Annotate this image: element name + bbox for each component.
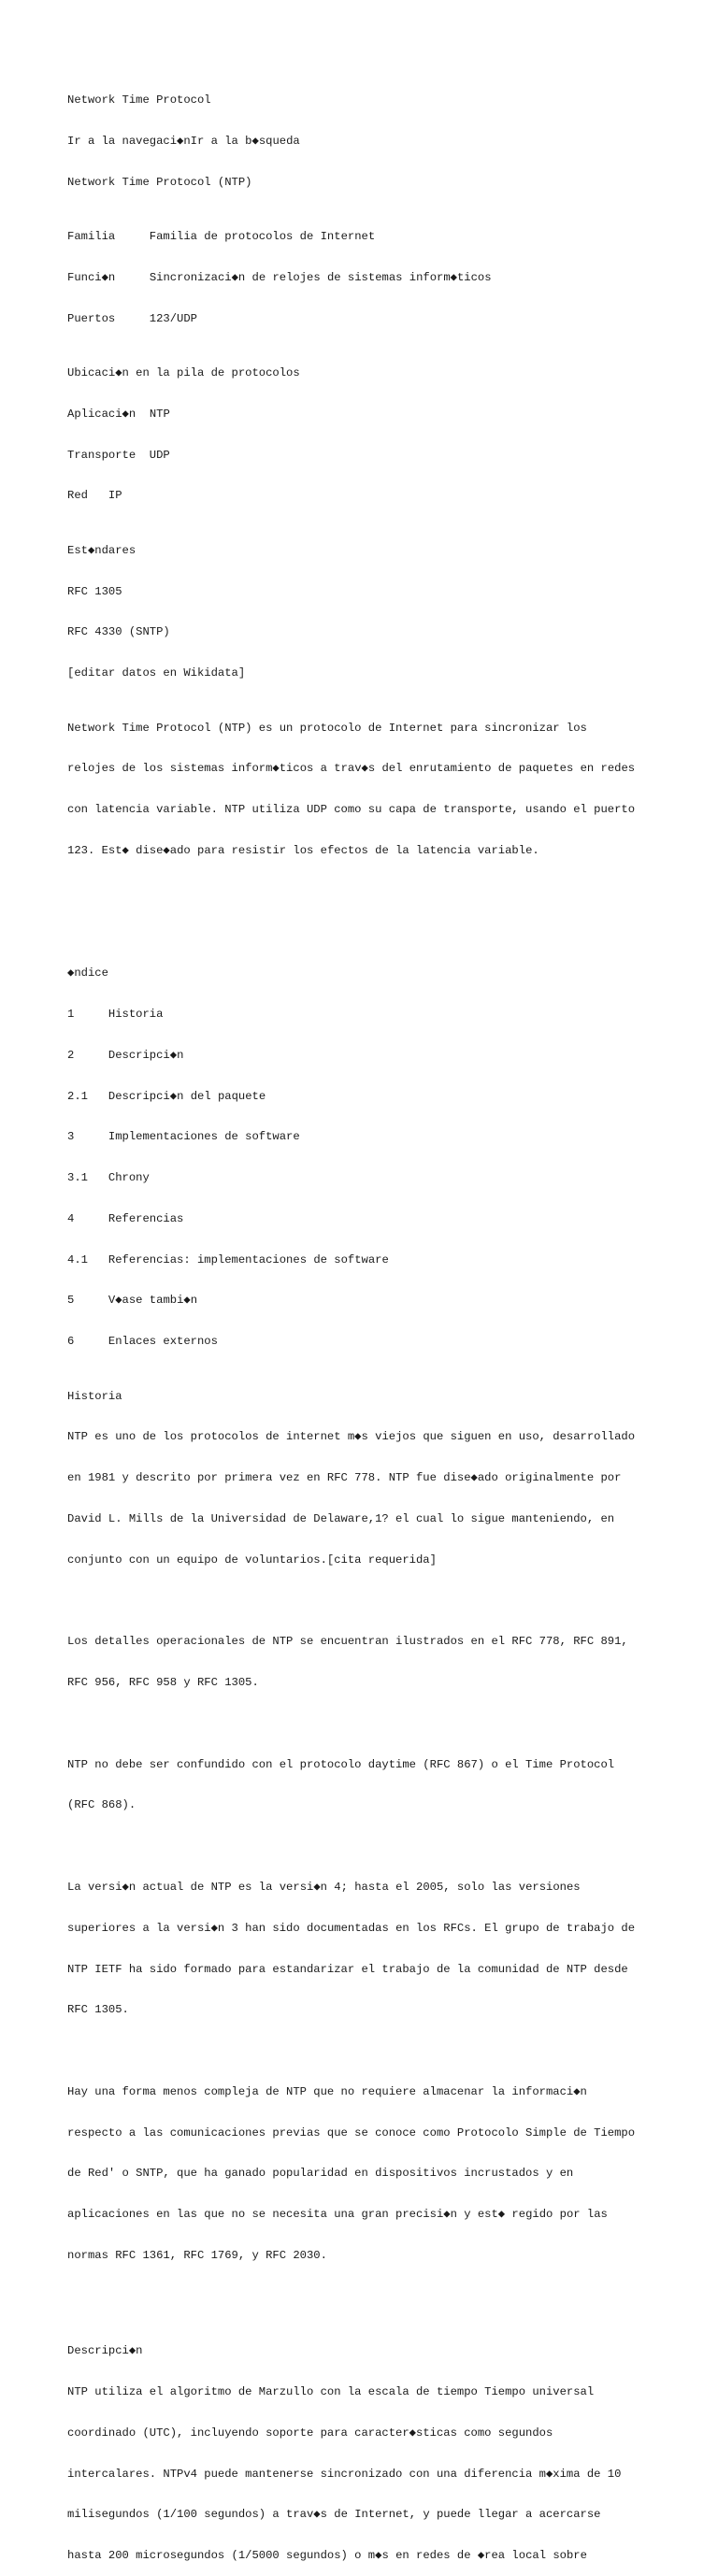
toc-item[interactable] bbox=[67, 1335, 703, 1349]
toc-label[interactable]: Referencias bbox=[108, 1211, 184, 1225]
paragraph-line: conjunto con un equipo de voluntarios.[cita requerida] bbox=[67, 1553, 437, 1567]
stack-row-red bbox=[67, 489, 703, 503]
stack-protocol[interactable]: IP bbox=[108, 489, 122, 503]
spacer bbox=[67, 1717, 703, 1731]
paragraph-line: David L. Mills de la Universidad de Delaware,1? el cual lo sigue manteniendo, en bbox=[67, 1511, 615, 1525]
toc-label[interactable]: Historia bbox=[108, 1007, 164, 1021]
standards-heading: Est◆ndares bbox=[67, 543, 136, 557]
standard-rfc-1305[interactable]: RFC 1305 bbox=[67, 584, 122, 598]
infobox-label: Familia bbox=[67, 230, 116, 244]
protocol-stack-heading: Ubicaci◆n en la pila de protocolos bbox=[67, 366, 300, 380]
toc-label[interactable]: Descripci◆n del paquete bbox=[108, 1089, 266, 1103]
intro-line: con latencia variable. NTP utiliza UDP como su capa de transporte, usando el puerto bbox=[67, 803, 636, 817]
infobox-value: Sincronizaci◆n de relojes de sistemas inform◆ticos bbox=[149, 270, 492, 284]
toc-item[interactable] bbox=[67, 1294, 703, 1308]
toc-number: 4.1 bbox=[67, 1252, 88, 1267]
paragraph-line: (RFC 868). bbox=[67, 1798, 136, 1812]
section-heading-historia: Historia bbox=[67, 1389, 122, 1403]
paragraph-line: superiores a la versi◆n 3 han sido documentadas en los RFCs. El grupo de trabajo de bbox=[67, 1921, 636, 1935]
toc-item[interactable] bbox=[67, 1253, 703, 1267]
infobox-label: Puertos bbox=[67, 311, 116, 325]
paragraph-line: RFC 956, RFC 958 y RFC 1305. bbox=[67, 1676, 259, 1690]
paragraph-line: respecto a las comunicaciones previas que se conoce como Protocolo Simple de Tiempo bbox=[67, 2125, 636, 2140]
toc-number: 3.1 bbox=[67, 1171, 88, 1185]
paragraph-line: RFC 1305. bbox=[67, 2003, 129, 2017]
paragraph-line: en 1981 y descrito por primera vez en RFC 778. NTP fue dise◆ado originalmente por bbox=[67, 1471, 622, 1485]
stack-row-transporte bbox=[67, 449, 703, 463]
infobox-row-funcion bbox=[67, 271, 703, 285]
toc-number: 2.1 bbox=[67, 1089, 88, 1103]
navigation-links[interactable]: Ir a la navegaci◆nIr a la b◆squeda bbox=[67, 134, 300, 148]
paragraph-line: Los detalles operacionales de NTP se encuentran ilustrados en el RFC 778, RFC 891, bbox=[67, 1635, 628, 1649]
toc-item[interactable] bbox=[67, 1008, 703, 1022]
stack-row-aplicacion bbox=[67, 408, 703, 422]
stack-layer[interactable]: Aplicaci◆n bbox=[67, 407, 136, 421]
stack-layer[interactable]: Red bbox=[67, 489, 88, 503]
spacer bbox=[67, 2290, 703, 2304]
infobox-row-puertos bbox=[67, 312, 703, 326]
toc-number: 1 bbox=[67, 1007, 75, 1021]
spacer bbox=[67, 2044, 703, 2058]
toc-heading: ◆ndice bbox=[67, 966, 108, 980]
paragraph-line: NTP IETF ha sido formado para estandarizar el trabajo de la comunidad de NTP desde bbox=[67, 1962, 628, 1976]
toc-number: 2 bbox=[67, 1048, 75, 1062]
spacer bbox=[67, 1595, 703, 1609]
paragraph-line: NTP utiliza el algoritmo de Marzullo con la escala de tiempo Tiempo universal bbox=[67, 2384, 595, 2398]
toc-label[interactable]: Descripci◆n bbox=[108, 1048, 184, 1062]
document-page bbox=[67, 66, 703, 2576]
spacer bbox=[67, 898, 703, 925]
toc-item[interactable] bbox=[67, 1212, 703, 1226]
infobox-value: 123/UDP bbox=[149, 311, 197, 325]
toc-number: 5 bbox=[67, 1294, 75, 1308]
standard-rfc-4330[interactable]: RFC 4330 (SNTP) bbox=[67, 625, 170, 639]
toc-label[interactable]: Referencias: implementaciones de software bbox=[108, 1252, 389, 1267]
stack-protocol[interactable]: UDP bbox=[149, 448, 170, 462]
paragraph-line: La versi◆n actual de NTP es la versi◆n 4; hasta el 2005, solo las versiones bbox=[67, 1880, 581, 1894]
toc-item[interactable] bbox=[67, 1171, 703, 1185]
toc-number: 4 bbox=[67, 1211, 75, 1225]
infobox-label: Funci◆n bbox=[67, 270, 116, 284]
spacer bbox=[67, 1839, 703, 1853]
paragraph-line: milisegundos (1/100 segundos) a trav◆s de Internet, y puede llegar a acercarse bbox=[67, 2508, 601, 2522]
paragraph-line: intercalares. NTPv4 puede mantenerse sincronizado con una diferencia m◆xima de 10 bbox=[67, 2467, 622, 2481]
toc-item[interactable] bbox=[67, 1130, 703, 1144]
intro-line: 123. Est◆ dise◆ado para resistir los efectos de la latencia variable. bbox=[67, 843, 539, 857]
section-heading-descripcion: Descripci◆n bbox=[67, 2344, 143, 2358]
edit-wikidata-link[interactable]: [editar datos en Wikidata] bbox=[67, 666, 246, 680]
paragraph-line: hasta 200 microsegundos (1/5000 segundos) o m◆s en redes de ◆rea local sobre bbox=[67, 2549, 587, 2563]
paragraph-line: de Red' o SNTP, que ha ganado popularidad en dispositivos incrustados y en bbox=[67, 2167, 574, 2181]
stack-layer[interactable]: Transporte bbox=[67, 448, 136, 462]
toc-item[interactable] bbox=[67, 1090, 703, 1104]
paragraph-line: NTP no debe ser confundido con el protocolo daytime (RFC 867) o el Time Protocol bbox=[67, 1757, 615, 1771]
toc-number: 6 bbox=[67, 1335, 75, 1349]
intro-line: Network Time Protocol (NTP) es un protocolo de Internet para sincronizar los bbox=[67, 721, 587, 735]
infobox-title: Network Time Protocol (NTP) bbox=[67, 175, 252, 189]
infobox-row-familia bbox=[67, 230, 703, 244]
page-title: Network Time Protocol bbox=[67, 93, 211, 107]
paragraph-line: NTP es uno de los protocolos de internet m◆s viejos que siguen en uso, desarrollado bbox=[67, 1430, 636, 1444]
toc-number: 3 bbox=[67, 1130, 75, 1144]
paragraph-line: aplicaciones en las que no se necesita una gran precisi◆n y est◆ regido por las bbox=[67, 2208, 608, 2222]
intro-line: relojes de los sistemas inform◆ticos a trav◆s del enrutamiento de paquetes en redes bbox=[67, 762, 636, 776]
paragraph-line: Hay una forma menos compleja de NTP que no requiere almacenar la informaci◆n bbox=[67, 2084, 587, 2098]
stack-protocol: NTP bbox=[149, 407, 170, 421]
toc-label[interactable]: Chrony bbox=[108, 1171, 150, 1185]
toc-label[interactable]: Implementaciones de software bbox=[108, 1130, 300, 1144]
infobox-value[interactable]: Familia de protocolos de Internet bbox=[149, 230, 376, 244]
toc-label[interactable]: Enlaces externos bbox=[108, 1335, 218, 1349]
paragraph-line: coordinado (UTC), incluyendo soporte para caracter◆sticas como segundos bbox=[67, 2426, 553, 2440]
toc-item[interactable] bbox=[67, 1049, 703, 1063]
toc-label[interactable]: V◆ase tambi◆n bbox=[108, 1294, 198, 1308]
paragraph-line: normas RFC 1361, RFC 1769, y RFC 2030. bbox=[67, 2249, 327, 2262]
